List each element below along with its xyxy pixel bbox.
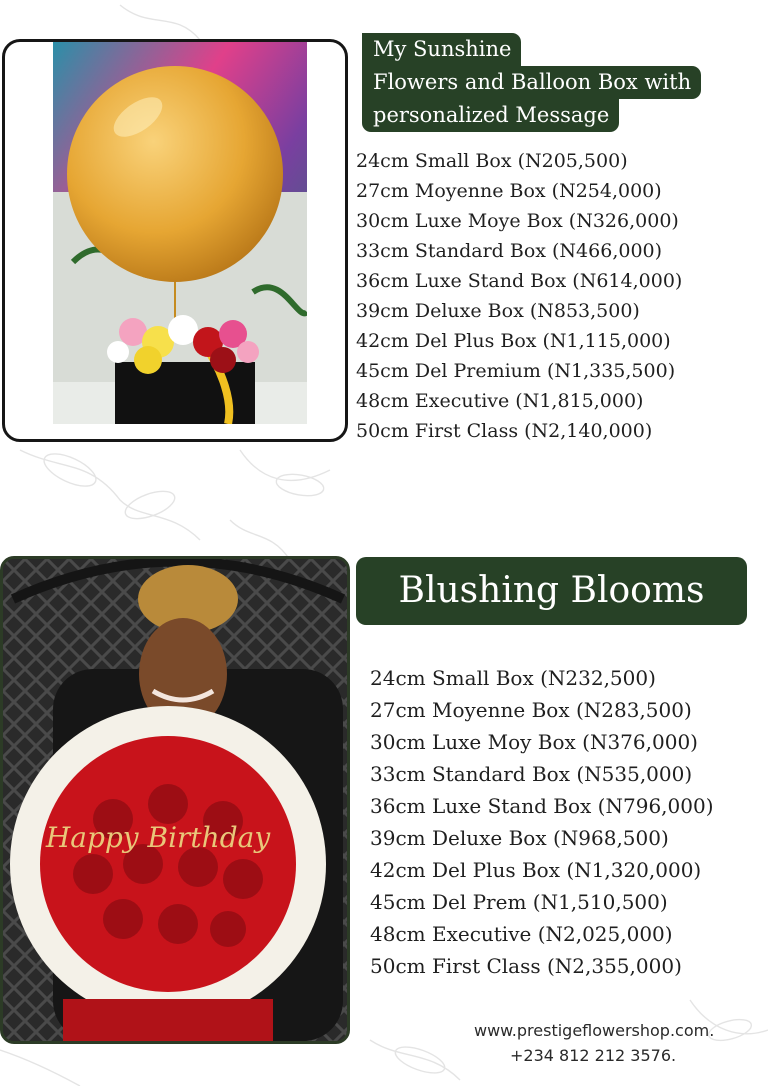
price-item: 39cm Deluxe Box (N853,500) (356, 300, 640, 322)
product1-title-line: Flowers and Balloon Box with (362, 66, 701, 99)
product2-photo-frame (0, 556, 350, 1044)
website-text: www.prestigeflowershop.com. (474, 1021, 715, 1040)
price-item: 42cm Del Plus Box (N1,115,000) (356, 330, 671, 352)
product2-photo (3, 559, 347, 1041)
price-item: 30cm Luxe Moy Box (N376,000) (370, 730, 698, 754)
price-item: 45cm Del Prem (N1,510,500) (370, 890, 668, 914)
topper-text: Happy Birthday (45, 821, 271, 854)
price-item: 24cm Small Box (N232,500) (370, 666, 656, 690)
price-item: 42cm Del Plus Box (N1,320,000) (370, 858, 702, 882)
product1-photo-frame (2, 39, 348, 442)
product2-price-list (370, 662, 714, 982)
price-item: 36cm Luxe Stand Box (N614,000) (356, 270, 683, 292)
price-item: 27cm Moyenne Box (N283,500) (370, 698, 692, 722)
phone-text: +234 812 212 3576. (510, 1046, 677, 1065)
product1-photo (53, 42, 307, 424)
price-item: 50cm First Class (N2,355,000) (370, 954, 682, 978)
price-item: 48cm Executive (N2,025,000) (370, 922, 673, 946)
price-item: 48cm Executive (N1,815,000) (356, 390, 644, 412)
price-item: 36cm Luxe Stand Box (N796,000) (370, 794, 714, 818)
price-item: 45cm Del Premium (N1,335,500) (356, 360, 676, 382)
price-item: 33cm Standard Box (N466,000) (356, 240, 663, 262)
price-item: 27cm Moyenne Box (N254,000) (356, 180, 662, 202)
product1-title-line: personalized Message (362, 99, 619, 132)
product1-title (362, 33, 701, 132)
contact-footer (474, 1018, 754, 1068)
price-item: 50cm First Class (N2,140,000) (356, 420, 653, 442)
product2-title: Blushing Blooms (356, 557, 747, 625)
product1-price-list (356, 146, 682, 446)
price-item: 24cm Small Box (N205,500) (356, 150, 628, 172)
price-item: 33cm Standard Box (N535,000) (370, 762, 693, 786)
price-item: 30cm Luxe Moye Box (N326,000) (356, 210, 679, 232)
product1-title-line: My Sunshine (362, 33, 521, 66)
price-item: 39cm Deluxe Box (N968,500) (370, 826, 669, 850)
